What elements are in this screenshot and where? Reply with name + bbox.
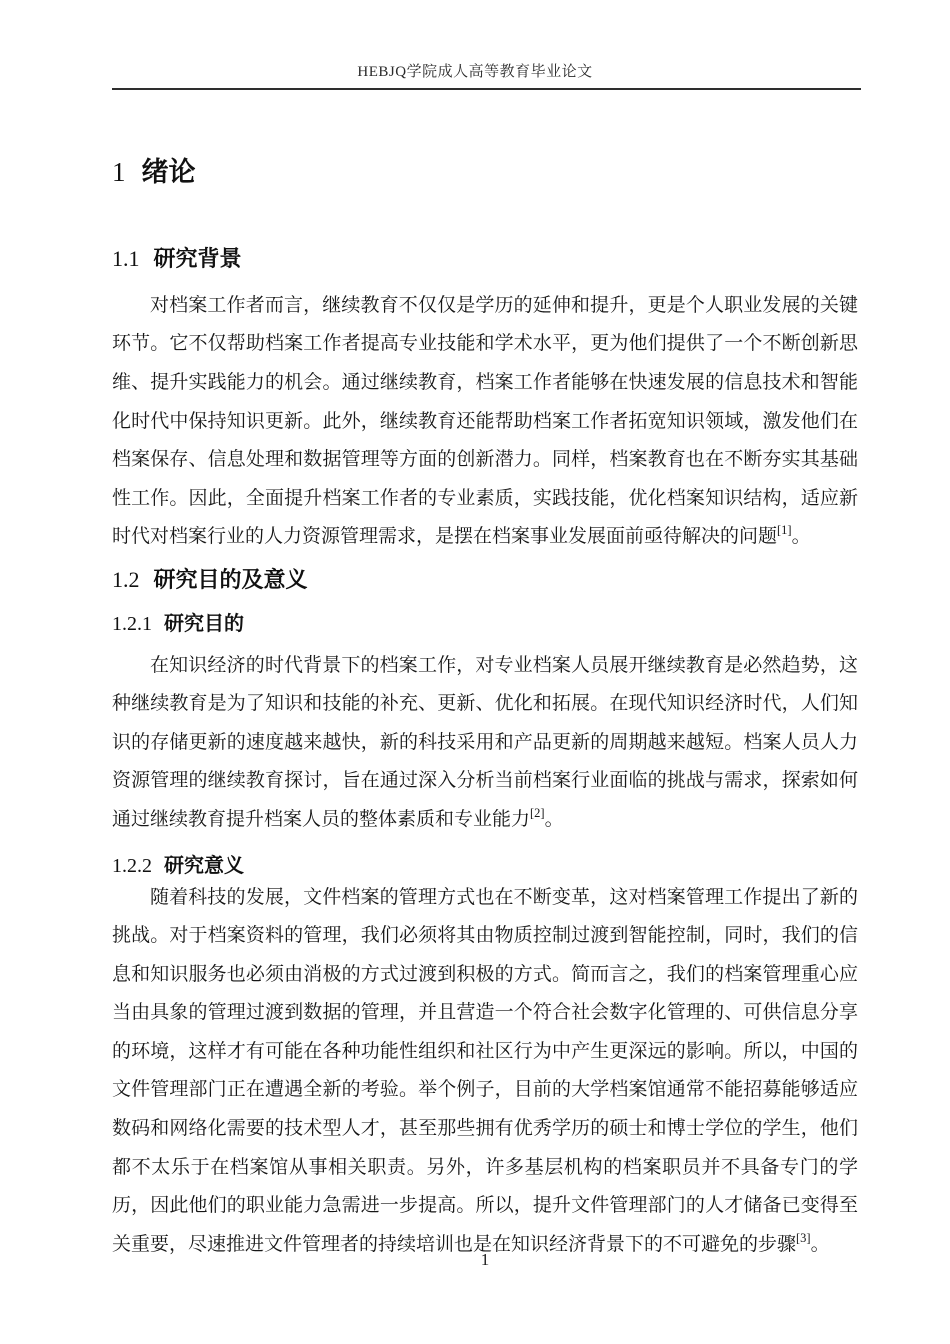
page-number: 1 xyxy=(480,1250,490,1269)
section-number: 1.2 xyxy=(112,567,140,593)
paragraph-tail: 。 xyxy=(791,526,811,548)
chapter-heading xyxy=(112,156,858,188)
subsection-title: 研究目的 xyxy=(164,612,244,635)
subsection-number: 1.2.1 xyxy=(112,612,152,635)
section-number: 1.1 xyxy=(112,246,140,272)
paragraph-research-significance xyxy=(112,879,858,1265)
header-rule xyxy=(112,88,861,90)
citation-ref-2: [2] xyxy=(530,805,545,820)
subsection-title: 研究意义 xyxy=(164,854,244,877)
paragraph-research-background xyxy=(112,287,858,557)
section-heading-1-1 xyxy=(112,245,858,273)
citation-ref-1: [1] xyxy=(777,523,792,538)
citation-ref-3: [3] xyxy=(796,1230,811,1245)
paragraph-tail: 。 xyxy=(810,1233,830,1255)
paragraph-text: 对档案工作者而言，继续教育不仅仅是学历的延伸和提升，更是个人职业发展的关键环节。它不仅帮助档案工作者提高专业技能和学术水平，更为他们提供了一个不断创新思维、提升实践能力的机会。通过继续教育，档案工作者能够在快速发展的信息技术和智能化时代中保持知识更新。此外，继续教育还能帮助档案工作者拓宽知识领域，激发他们在档案保存、信息处理和数据管理等方面的创新潜力。同样，档案教育也在不断夯实其基础性工作。因此，全面提升档案工作者的专业素质，实践技能，优化档案知识结构，适应新时代对档案行业的人力资源管理需求，是摆在档案事业发展面前亟待解决的问题 xyxy=(112,294,858,548)
subsection-heading-1-2-1 xyxy=(112,612,858,637)
chapter-title: 绪论 xyxy=(141,157,196,187)
paragraph-research-purpose xyxy=(112,647,858,840)
running-header: HEBJQ学院成人高等教育毕业论文 xyxy=(357,64,593,80)
section-heading-1-2 xyxy=(112,566,858,594)
paragraph-text: 随着科技的发展，文件档案的管理方式也在不断变革，这对档案管理工作提出了新的挑战。对于档案资料的管理，我们必须将其由物质控制过渡到智能控制，同时，我们的信息和知识服务也必须由消极的方式过渡到积极的方式。简而言之，我们的档案管理重心应当由具象的管理过渡到数据的管理，并且营造一个符合社会数字化管理的、可供信息分享的环境，这样才有可能在各种功能性组织和社区行为中产生更深远的影响。所以，中国的文件管理部门正在遭遇全新的考验。举个例子，目前的大学档案馆通常不能招募能够适应数码和网络化需要的技术型人才，甚至那些拥有优秀学历的硕士和博士学位的学生，他们都不太乐于在档案馆从事相关职责。另外，许多基层机构的档案职员并不具备专门的学历，因此他们的职业能力急需进一步提高。所以，提升文件管理部门的人才储备已变得至关重要，尽速推进文件管理者的持续培训也是在知识经济背景下的不可避免的步骤 xyxy=(112,886,858,1255)
document-body xyxy=(0,156,950,1264)
paragraph-tail: 。 xyxy=(544,808,564,830)
section-title: 研究背景 xyxy=(153,246,242,272)
section-title: 研究目的及意义 xyxy=(153,567,308,593)
subsection-number: 1.2.2 xyxy=(112,854,152,877)
subsection-heading-1-2-2 xyxy=(112,854,858,879)
paragraph-text: 在知识经济的时代背景下的档案工作，对专业档案人员展开继续教育是必然趋势，这种继续教育是为了知识和技能的补充、更新、优化和拓展。在现代知识经济时代，人们知识的存储更新的速度越来越快，新的科技采用和产品更新的周期越来越短。档案人员人力资源管理的继续教育探讨，旨在通过深入分析当前档案行业面临的挑战与需求，探索如何通过继续教育提升档案人员的整体素质和专业能力 xyxy=(112,654,858,830)
chapter-number: 1 xyxy=(112,157,126,187)
